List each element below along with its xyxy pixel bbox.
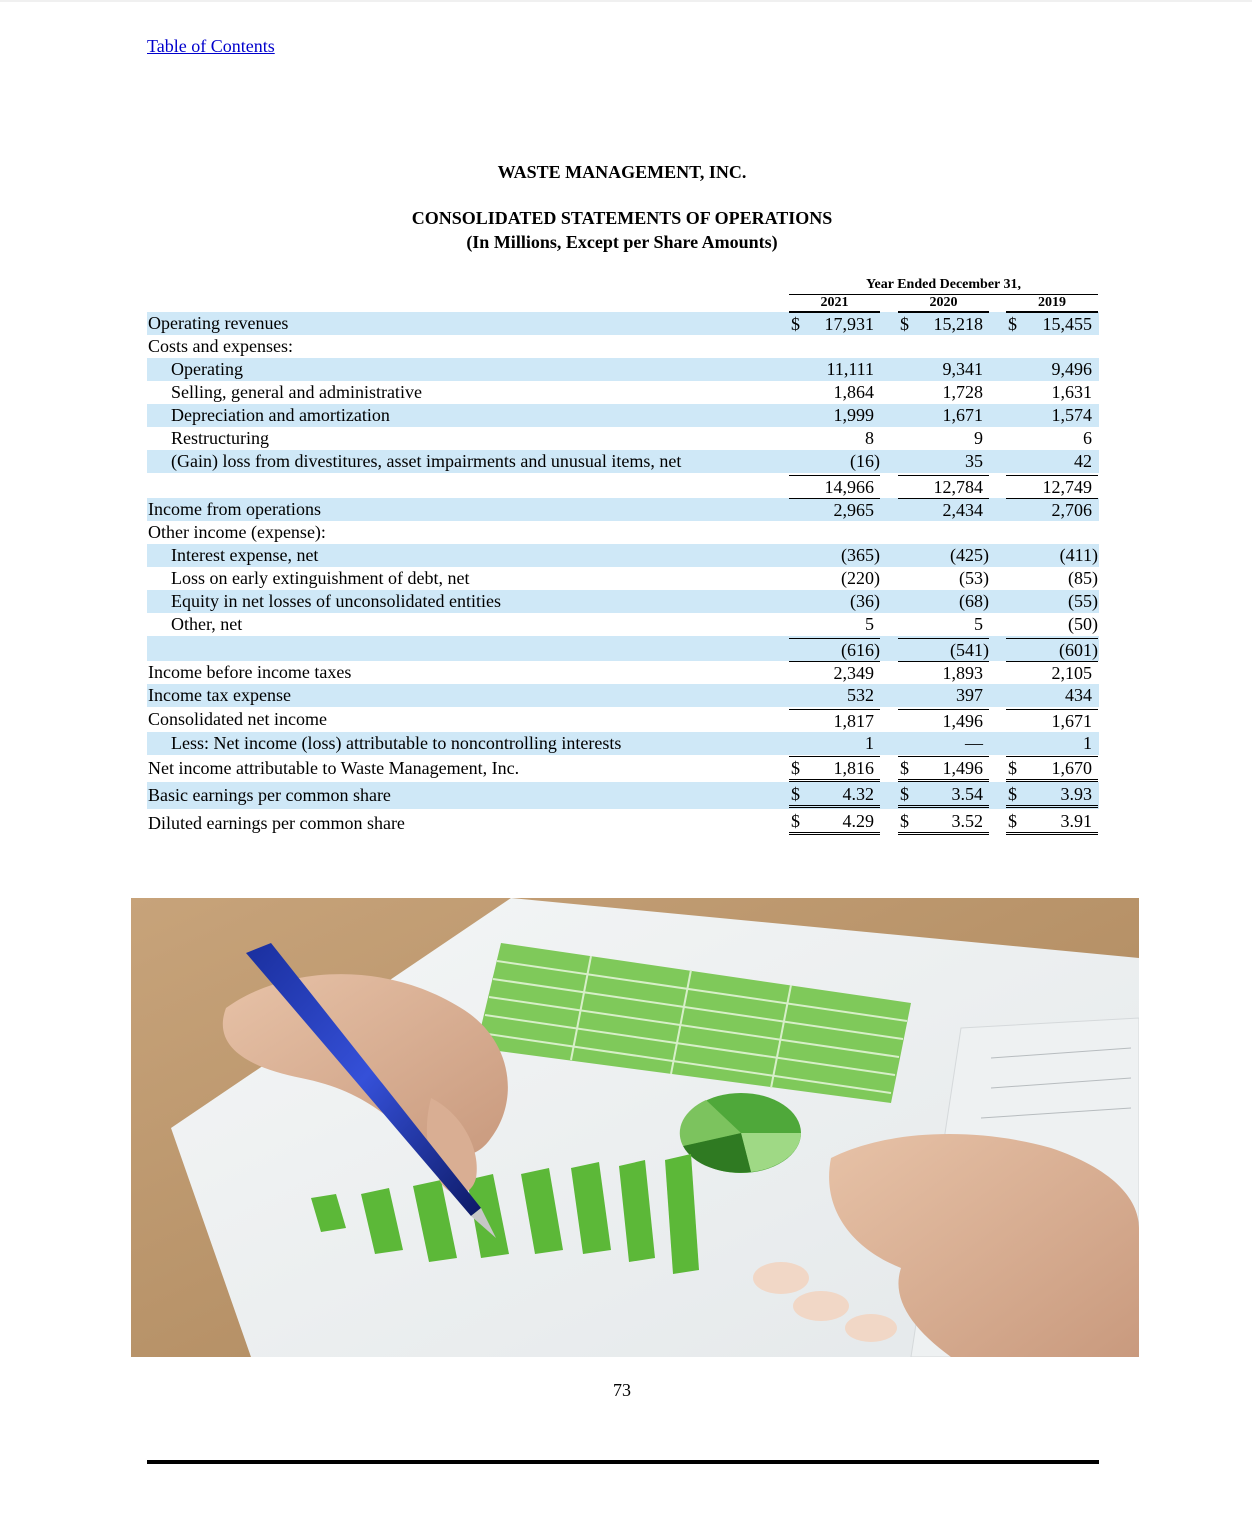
value: 3.54 — [951, 784, 983, 804]
cell-2019 — [1006, 450, 1098, 472]
cell-2020 — [898, 756, 989, 782]
currency-symbol: $ — [791, 314, 800, 334]
cell-2020 — [898, 732, 989, 754]
row-label: Operating revenues — [148, 313, 289, 333]
table-row-costs-header — [147, 335, 1099, 358]
cell-2019 — [1006, 381, 1098, 403]
cell-2021 — [789, 475, 880, 498]
cell-2021 — [789, 783, 880, 808]
value: 9 — [974, 428, 983, 448]
cell-2020 — [898, 312, 989, 335]
currency-symbol: $ — [1008, 811, 1017, 831]
row-label: Other income (expense): — [148, 522, 326, 542]
value: 1,671 — [942, 405, 983, 425]
table-row-income-before-tax — [147, 661, 1099, 684]
value: 3.91 — [1060, 811, 1092, 831]
cell-2021 — [789, 732, 880, 754]
cell-2019 — [1006, 613, 1098, 635]
cell-2021 — [789, 638, 880, 661]
table-row-operating — [147, 358, 1099, 381]
value: 1,816 — [833, 758, 874, 778]
cell-2021 — [789, 427, 880, 449]
value: 1,670 — [1051, 758, 1092, 778]
cell-2019 — [1006, 544, 1098, 566]
year-2020-header: 2020 — [898, 295, 989, 312]
value: (50) — [1068, 614, 1098, 634]
cell-2021 — [789, 312, 880, 335]
value: 1,817 — [833, 711, 874, 731]
cell-2020 — [898, 404, 989, 426]
cell-2021 — [789, 381, 880, 403]
bottom-rule — [147, 1460, 1099, 1464]
cell-2020 — [898, 684, 989, 706]
cell-2019 — [1006, 684, 1098, 706]
cell-2021 — [789, 684, 880, 706]
cell-2021 — [789, 661, 880, 684]
value: 12,784 — [933, 477, 983, 497]
value: 42 — [1074, 451, 1092, 471]
row-label: Restructuring — [171, 428, 269, 448]
cell-2020 — [898, 613, 989, 635]
financial-table — [147, 276, 1099, 836]
row-label: Operating — [171, 359, 243, 379]
value: — — [965, 733, 983, 753]
row-label: Equity in net losses of unconsolidated entities — [171, 591, 501, 611]
currency-symbol: $ — [791, 811, 800, 831]
value: 532 — [847, 685, 874, 705]
table-row-other-net — [147, 613, 1099, 636]
row-label: Depreciation and amortization — [171, 405, 390, 425]
value: 9,341 — [942, 359, 983, 379]
row-label: Basic earnings per common share — [148, 785, 391, 805]
photo-illustration — [131, 898, 1139, 1357]
value: 1,728 — [942, 382, 983, 402]
company-name: WASTE MANAGEMENT, INC. — [497, 162, 747, 182]
cell-2019 — [1006, 498, 1098, 521]
value: 2,965 — [833, 500, 874, 520]
value: (85) — [1068, 568, 1098, 588]
cell-2021 — [789, 544, 880, 566]
value: 6 — [1083, 428, 1092, 448]
value: (220) — [841, 568, 880, 588]
value: (541) — [950, 640, 989, 660]
cell-2021 — [789, 450, 880, 472]
currency-symbol: $ — [900, 314, 909, 334]
row-label: Income from operations — [148, 499, 321, 519]
year-group-header: Year Ended December 31, — [789, 276, 1098, 295]
value: 1,496 — [942, 758, 983, 778]
table-row-income-from-operations — [147, 498, 1099, 521]
value: 1,631 — [1051, 382, 1092, 402]
value: 35 — [965, 451, 983, 471]
statement-subtitle: (In Millions, Except per Share Amounts) — [466, 232, 778, 252]
cell-2019 — [1006, 810, 1098, 835]
cell-2020 — [898, 381, 989, 403]
value: (616) — [841, 640, 880, 660]
value: (425) — [950, 545, 989, 565]
value: 397 — [956, 685, 983, 705]
cell-2021 — [789, 810, 880, 835]
cell-2019 — [1006, 475, 1098, 498]
cell-2019 — [1006, 783, 1098, 808]
cell-2021 — [789, 590, 880, 612]
value: 2,105 — [1051, 663, 1092, 683]
value: 1,893 — [942, 663, 983, 683]
cell-2019 — [1006, 732, 1098, 754]
value: 2,349 — [833, 663, 874, 683]
statement-title: CONSOLIDATED STATEMENTS OF OPERATIONS — [411, 208, 833, 228]
row-label: Income tax expense — [148, 685, 291, 705]
row-label: Costs and expenses: — [148, 336, 293, 356]
currency-symbol: $ — [791, 758, 800, 778]
value: 1 — [1083, 733, 1092, 753]
value: 3.93 — [1060, 784, 1092, 804]
row-label: Diluted earnings per common share — [148, 813, 405, 833]
page-number: 73 — [613, 1380, 631, 1400]
value: 1,999 — [833, 405, 874, 425]
cell-2020 — [898, 709, 989, 732]
table-row-other-total — [147, 636, 1099, 661]
cell-2019 — [1006, 312, 1098, 335]
value: 17,931 — [824, 314, 874, 334]
cell-2019 — [1006, 661, 1098, 684]
cell-2020 — [898, 544, 989, 566]
value: (55) — [1068, 591, 1098, 611]
cell-2021 — [789, 756, 880, 782]
cell-2020 — [898, 475, 989, 498]
cell-2020 — [898, 450, 989, 472]
table-row-income-tax — [147, 684, 1099, 707]
table-row-gain-loss — [147, 450, 1099, 473]
table-of-contents-link[interactable]: Table of Contents — [147, 36, 275, 56]
value: (68) — [959, 591, 989, 611]
value: (411) — [1059, 545, 1098, 565]
currency-symbol: $ — [900, 758, 909, 778]
currency-symbol: $ — [1008, 784, 1017, 804]
cell-2021 — [789, 613, 880, 635]
value: 1,574 — [1051, 405, 1092, 425]
currency-symbol: $ — [1008, 758, 1017, 778]
cell-2020 — [898, 498, 989, 521]
value: 5 — [974, 614, 983, 634]
value: 9,496 — [1051, 359, 1092, 379]
cell-2020 — [898, 638, 989, 661]
cell-2020 — [898, 590, 989, 612]
currency-symbol: $ — [900, 811, 909, 831]
value: 2,434 — [942, 500, 983, 520]
value: 1,864 — [833, 382, 874, 402]
cell-2021 — [789, 567, 880, 589]
value: 8 — [865, 428, 874, 448]
table-row-basic-eps — [147, 782, 1099, 809]
currency-symbol: $ — [791, 784, 800, 804]
table-row-net-income-wm — [147, 755, 1099, 782]
currency-symbol: $ — [900, 784, 909, 804]
value: (16) — [850, 451, 880, 471]
row-label: Income before income taxes — [148, 662, 352, 682]
top-border — [0, 0, 1252, 2]
value: 12,749 — [1042, 477, 1092, 497]
table-row-depreciation — [147, 404, 1099, 427]
value: 4.32 — [842, 784, 874, 804]
table-row-other-header — [147, 521, 1099, 544]
cell-2020 — [898, 567, 989, 589]
cell-2019 — [1006, 358, 1098, 380]
value: (601) — [1059, 640, 1098, 660]
value: (53) — [959, 568, 989, 588]
cell-2019 — [1006, 404, 1098, 426]
cell-2019 — [1006, 427, 1098, 449]
value: 1,496 — [942, 711, 983, 731]
currency-symbol: $ — [1008, 314, 1017, 334]
value: (365) — [841, 545, 880, 565]
value: 15,455 — [1042, 314, 1092, 334]
value: 2,706 — [1051, 500, 1092, 520]
table-row-diluted-eps — [147, 809, 1099, 836]
cell-2021 — [789, 358, 880, 380]
value: 14,966 — [824, 477, 874, 497]
value: 15,218 — [933, 314, 983, 334]
cell-2020 — [898, 358, 989, 380]
cell-2019 — [1006, 709, 1098, 732]
value: (36) — [850, 591, 880, 611]
cell-2021 — [789, 404, 880, 426]
cell-2019 — [1006, 590, 1098, 612]
cell-2020 — [898, 783, 989, 808]
year-2021-header: 2021 — [789, 295, 880, 312]
row-label: Interest expense, net — [171, 545, 319, 565]
table-row-interest — [147, 544, 1099, 567]
table-row-noncontrolling — [147, 732, 1099, 755]
value: 1,671 — [1051, 711, 1092, 731]
value: 4.29 — [842, 811, 874, 831]
value: 5 — [865, 614, 874, 634]
row-label: Consolidated net income — [148, 709, 327, 729]
row-label: Net income attributable to Waste Management, Inc. — [148, 758, 520, 778]
value: 434 — [1065, 685, 1092, 705]
business-chart-photo — [131, 898, 1139, 1357]
table-row-sga — [147, 381, 1099, 404]
row-label: (Gain) loss from divestitures, asset impairments and unusual items, net — [171, 451, 682, 471]
cell-2020 — [898, 661, 989, 684]
row-label: Selling, general and administrative — [171, 382, 422, 402]
cell-2021 — [789, 709, 880, 732]
table-row-consolidated-net — [147, 707, 1099, 732]
value: 11,111 — [826, 359, 874, 379]
cell-2020 — [898, 810, 989, 835]
cell-2019 — [1006, 567, 1098, 589]
table-header — [147, 276, 1099, 312]
value: 3.52 — [951, 811, 983, 831]
table-row-operating-revenues — [147, 312, 1099, 335]
row-label: Other, net — [171, 614, 243, 634]
table-row-equity-losses — [147, 590, 1099, 613]
table-row-restructuring — [147, 427, 1099, 450]
cell-2021 — [789, 498, 880, 521]
year-2019-header: 2019 — [1006, 295, 1098, 312]
pie-chart-graphic — [680, 1093, 801, 1173]
table-row-loss-debt — [147, 567, 1099, 590]
row-label: Less: Net income (loss) attributable to noncontrolling interests — [171, 733, 622, 753]
table-row-costs-total — [147, 473, 1099, 498]
cell-2019 — [1006, 638, 1098, 661]
row-label: Loss on early extinguishment of debt, net — [171, 568, 470, 588]
cell-2019 — [1006, 756, 1098, 782]
value: 1 — [865, 733, 874, 753]
cell-2020 — [898, 427, 989, 449]
